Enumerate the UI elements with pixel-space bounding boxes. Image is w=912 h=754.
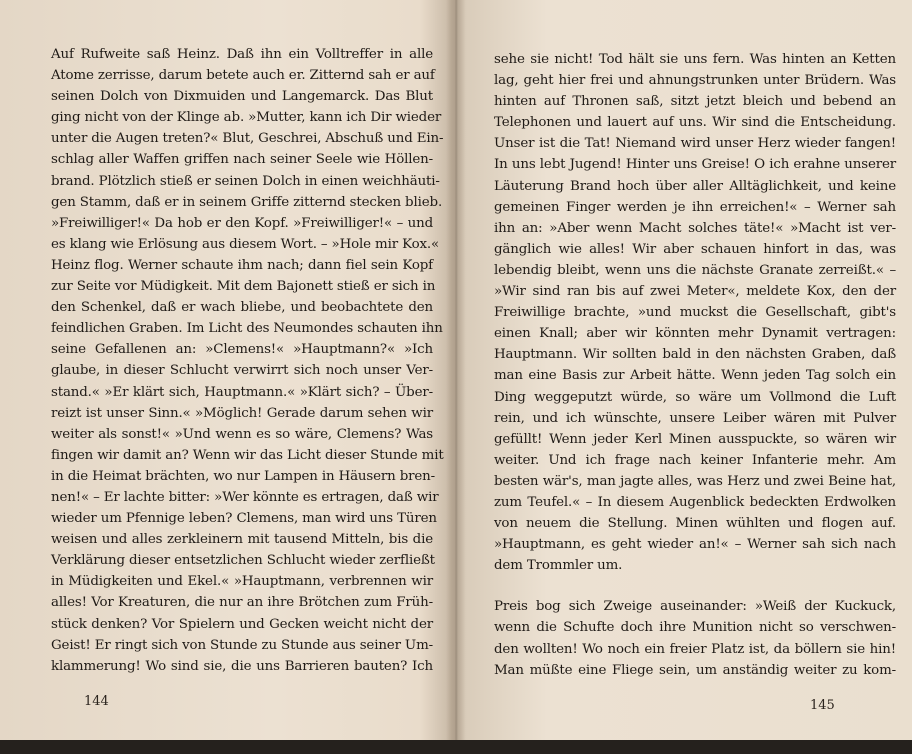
text-line: den wollten! Wo noch ein freier Platz ist, da böllern sie hin! — [494, 641, 896, 657]
text-line: glaube, in dieser Schlucht verwirrt sich noch unser Ver- — [51, 363, 433, 379]
text-line: in die Heimat brächten, wo nur Lampen in Häusern bren- — [51, 468, 436, 484]
text-line: Freiwillige brachte, »und muckst die Gesellschaft, gibt's — [494, 305, 896, 321]
text-line: Auf Rufweite saß Heinz. Daß ihn ein Volltreffer in alle — [51, 47, 433, 62]
text-line: zur Seite vor Müdigkeit. Mit dem Bajonett stieß er sich in — [51, 279, 436, 295]
page-bottom-edge — [0, 740, 912, 754]
text-line: fingen wir damit an? Wenn wir das Licht dieser Stunde mit — [51, 447, 444, 463]
text-line: klammerung! Wo sind sie, die uns Barrieren bauten? Ich — [51, 658, 433, 674]
text-line: von neuem die Stellung. Minen wühlten und flogen auf. — [494, 516, 896, 532]
text-line: ihn an: »Aber wenn Macht solches täte!« »Macht ist ver- — [494, 220, 896, 236]
text-line: in Müdigkeiten und Ekel.« »Hauptmann, verbrennen wir — [51, 574, 433, 590]
text-line: gen Stamm, daß er in seinem Griffe zitternd stecken blieb. — [51, 194, 443, 210]
text-line: Atome zerrisse, darum betete auch er. Zitternd sah er auf — [51, 68, 435, 84]
text-line: wieder um Pfennige leben? Clemens, man wird uns Türen — [51, 511, 437, 527]
left-page-number: 144 — [84, 694, 109, 709]
right-paragraph-2 — [494, 596, 896, 680]
left-page-text — [51, 44, 444, 677]
text-line: brand. Plötzlich stieß er seinen Dolch in einen weichhäuti- — [51, 173, 440, 189]
text-line: einen Knall; aber wir könnten mehr Dynamit vertragen: — [494, 326, 896, 342]
text-line: Läuterung Brand hoch über aller Alltäglichkeit, und keine — [494, 178, 896, 194]
text-line: Ding weggeputzt würde, so wäre um Vollmond die Luft — [494, 389, 896, 405]
text-line: Man müßte eine Fliege sein, um anständig weiter zu kom- — [494, 662, 896, 678]
text-line: hinten auf Thronen saß, sitzt jetzt bleich und bebend an — [494, 94, 896, 110]
text-line: den Schenkel, daß er wach bliebe, und beobachtete den — [51, 300, 433, 316]
text-line: schlag aller Waffen griffen nach seiner Seele wie Höllen- — [51, 152, 433, 168]
right-page-text — [494, 49, 896, 681]
text-line: zum Teufel.« – In diesem Augenblick bedeckten Erdwolken — [494, 494, 896, 510]
text-line: unter die Augen treten?« Blut, Geschrei, Abschuß und Ein- — [51, 131, 444, 147]
text-line: reizt ist unser Sinn.« »Möglich! Gerade darum sehen wir — [51, 405, 433, 421]
text-line: seinen Dolch von Dixmuiden und Langemarck. Das Blut — [51, 89, 433, 105]
text-line: »Hauptmann, es geht wieder an!« – Werner sah sich nach — [494, 537, 896, 553]
text-line: besten wär's, man jagte alles, was Herz und zwei Beine hat, — [494, 473, 896, 489]
text-line: »Freiwilliger!« Da hob er den Kopf. »Freiwilliger!« – und — [51, 215, 433, 231]
text-line: feindlichen Graben. Im Licht des Neumondes schauten ihn — [51, 321, 443, 337]
text-line: weiter als sonst!« »Und wenn es so wäre, Clemens? Was — [51, 426, 433, 442]
text-line: In uns lebt Jugend! Hinter uns Greise! O ich erahne unserer — [494, 157, 896, 173]
left-page — [0, 0, 454, 740]
text-line: dem Trommler um. — [494, 558, 623, 574]
text-line: sehe sie nicht! Tod hält sie uns fern. Was hinten an Ketten — [494, 52, 896, 67]
text-line: gefüllt! Wenn jeder Kerl Minen ausspuckte, so wären wir — [494, 431, 896, 447]
right-page — [458, 0, 912, 740]
text-line: es klang wie Erlösung aus diesem Wort. – »Hole mir Kox.« — [51, 236, 440, 252]
text-line: Geist! Er ringt sich von Stunde zu Stunde aus seiner Um- — [51, 637, 433, 653]
text-line: »Wir sind ran bis auf zwei Meter«, meldete Kox, den der — [494, 284, 896, 300]
text-line: stück denken? Vor Spielern und Gecken weicht nicht der — [51, 616, 433, 632]
right-page-number: 145 — [810, 698, 835, 713]
text-line: Hauptmann. Wir sollten bald in den nächsten Graben, daß — [494, 347, 896, 363]
text-line: gänglich wie alles! Wir aber schauen hinfort in das, was — [494, 241, 896, 257]
text-line: man eine Basis zur Arbeit hätte. Wenn jeden Tag solch ein — [494, 368, 896, 384]
text-line: wenn die Schufte doch ihre Munition nicht so verschwen- — [494, 620, 896, 636]
right-paragraph-1 — [494, 49, 896, 576]
text-line: Unser ist die Tat! Niemand wird unser Herz wieder fangen! — [494, 136, 896, 152]
text-line: alles! Vor Kreaturen, die nur an ihre Brötchen zum Früh- — [51, 595, 433, 611]
text-line: stand.« »Er klärt sich, Hauptmann.« »Klärt sich? – Über- — [51, 384, 433, 400]
text-line: lebendig bleibt, wenn uns die nächste Granate zerreißt.« – — [494, 262, 896, 278]
text-line: gemeinen Finger werden je ihn erreichen!« – Werner sah — [494, 199, 896, 215]
text-line: lag, geht hier frei und ahnungstrunken unter Brüdern. Was — [494, 73, 896, 89]
text-line: weisen und alles zerkleinern mit tausend Mitteln, bis die — [51, 532, 433, 548]
text-line: Telephonen und lauert auf uns. Wir sind die Entscheidung. — [494, 115, 896, 131]
text-line: Preis bog sich Zweige auseinander: »Weiß der Kuckuck, — [494, 599, 896, 615]
text-line: nen!« – Er lachte bitter: »Wer könnte es ertragen, daß wir — [51, 489, 439, 505]
text-line: ging nicht von der Klinge ab. »Mutter, kann ich Dir wieder — [51, 110, 442, 126]
text-line: weiter. Und ich frage nach keiner Infanterie mehr. Am — [494, 452, 896, 468]
text-line: seine Gefallenen an: »Clemens!« »Hauptmann?« »Ich — [51, 342, 433, 358]
text-line: Verklärung dieser entsetzlichen Schlucht wieder zerfließt — [51, 553, 435, 569]
text-line: Heinz flog. Werner schaute ihm nach; dann fiel sein Kopf — [51, 257, 433, 273]
text-line: rein, und ich wünschte, unsere Leiber wären mit Pulver — [494, 410, 896, 426]
